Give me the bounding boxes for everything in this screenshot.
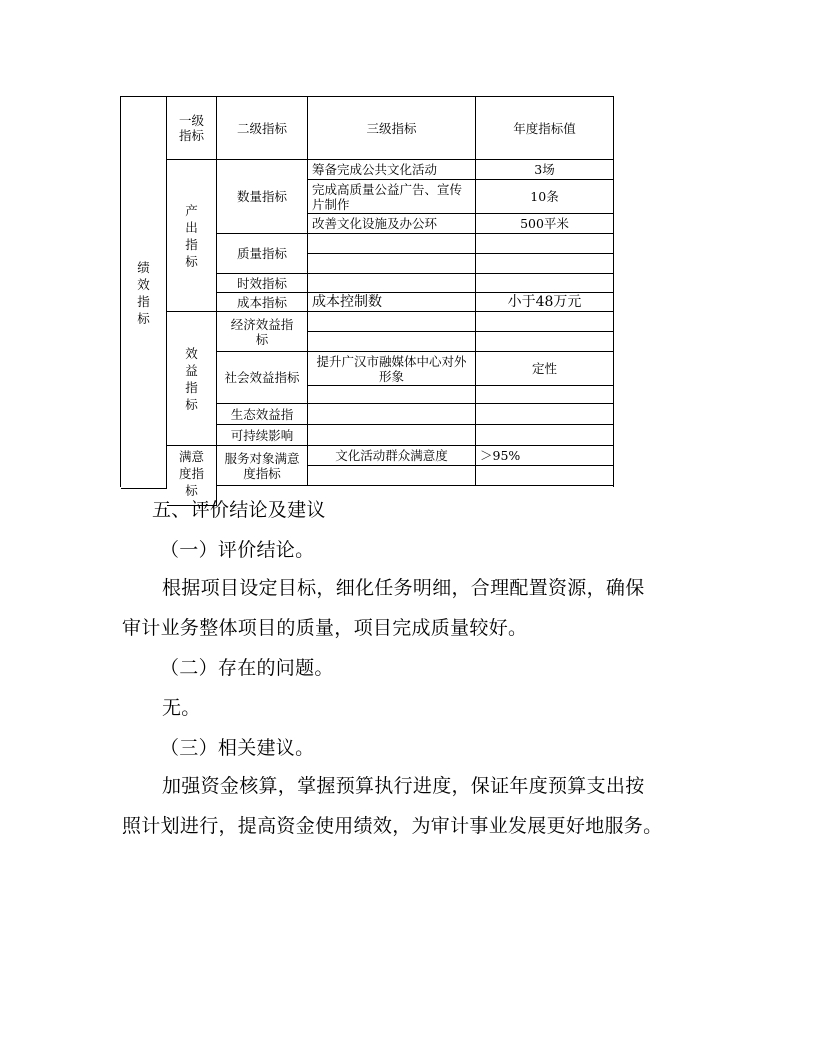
cost-indicator: 成本控制数 — [308, 293, 476, 312]
quantity-indicator-3: 改善文化设施及办公环 — [308, 214, 476, 234]
quantity-indicator-2: 完成高质量公益广告、宣传片制作 — [308, 180, 476, 214]
social-indicator-2 — [308, 386, 476, 404]
ecological-indicator — [308, 404, 476, 425]
quantity-indicator-1: 筹备完成公共文化活动 — [308, 160, 476, 180]
sustainable-indicator — [308, 425, 476, 446]
output-label: 产出指标 — [185, 202, 198, 269]
quantity-value-2: 10条 — [476, 180, 613, 214]
social-indicator: 提升广汉市融媒体中心对外形象 — [308, 352, 476, 386]
section-three-body-line1: 加强资金核算，掌握预算执行进度，保证年度预算支出按 — [162, 775, 645, 797]
quality-indicator-1 — [308, 234, 476, 254]
quality-label: 质量指标 — [217, 234, 308, 274]
satisfaction-value: ＞95% — [476, 446, 613, 466]
economic-indicator-1 — [308, 312, 476, 332]
benefit-label-cell — [167, 312, 217, 446]
quantity-value-3: 500平米 — [476, 214, 613, 234]
sustainable-label: 可持续影响 — [217, 425, 308, 446]
sustainable-value — [476, 425, 613, 446]
ecological-value — [476, 404, 613, 425]
timeliness-indicator — [308, 274, 476, 293]
header-level3: 三级指标 — [308, 97, 476, 160]
satisfaction-indicator: 文化活动群众满意度 — [308, 446, 476, 466]
economic-indicator-2 — [308, 332, 476, 352]
satisfaction-value-2 — [476, 466, 613, 486]
cost-label: 成本指标 — [217, 293, 308, 312]
quantity-value-1: 3场 — [476, 160, 613, 180]
social-value: 定性 — [476, 352, 613, 386]
ecological-label: 生态效益指 — [217, 404, 308, 425]
section-one-heading: （一）评价结论。 — [160, 539, 315, 561]
economic-value-2 — [476, 332, 613, 352]
section-one-body-line1: 根据项目设定目标，细化任务明细，合理配置资源，确保 — [162, 577, 645, 599]
satisfaction-label: 满意度指标 — [178, 449, 204, 498]
header-annual: 年度指标值 — [476, 97, 613, 160]
section-five-heading: 五、评价结论及建议 — [152, 499, 326, 521]
header-level1: 一级指标 — [167, 97, 217, 160]
social-label: 社会效益指标 — [217, 352, 308, 404]
quality-value-1 — [476, 234, 613, 254]
satisfaction-indicator-2 — [308, 466, 476, 486]
side-label-cell — [121, 97, 167, 489]
header-level2: 二级指标 — [217, 97, 308, 160]
economic-label: 经济效益指标 — [217, 312, 308, 352]
section-three-body-line2: 照计划进行，提高资金使用绩效，为审计事业发展更好地服务。 — [122, 815, 663, 837]
section-two-heading: （二）存在的问题。 — [160, 657, 334, 679]
social-value-2 — [476, 386, 613, 404]
cost-value: 小于48万元 — [476, 293, 613, 312]
output-label-cell — [167, 160, 217, 312]
benefit-label: 效益指标 — [185, 345, 198, 412]
section-two-body: 无。 — [162, 697, 201, 719]
timeliness-label: 时效指标 — [217, 274, 308, 293]
quality-value-2 — [476, 254, 613, 274]
satisfaction-sub-label: 服务对象满意度指标 — [217, 446, 308, 486]
performance-table — [120, 96, 614, 498]
quantity-label: 数量指标 — [217, 160, 308, 234]
section-one-body-line2: 审计业务整体项目的质量，项目完成质量较好。 — [122, 617, 528, 639]
side-label: 绩效指标 — [137, 259, 150, 326]
quality-indicator-2 — [308, 254, 476, 274]
timeliness-value — [476, 274, 613, 293]
economic-value-1 — [476, 312, 613, 332]
section-three-heading: （三）相关建议。 — [160, 737, 315, 759]
